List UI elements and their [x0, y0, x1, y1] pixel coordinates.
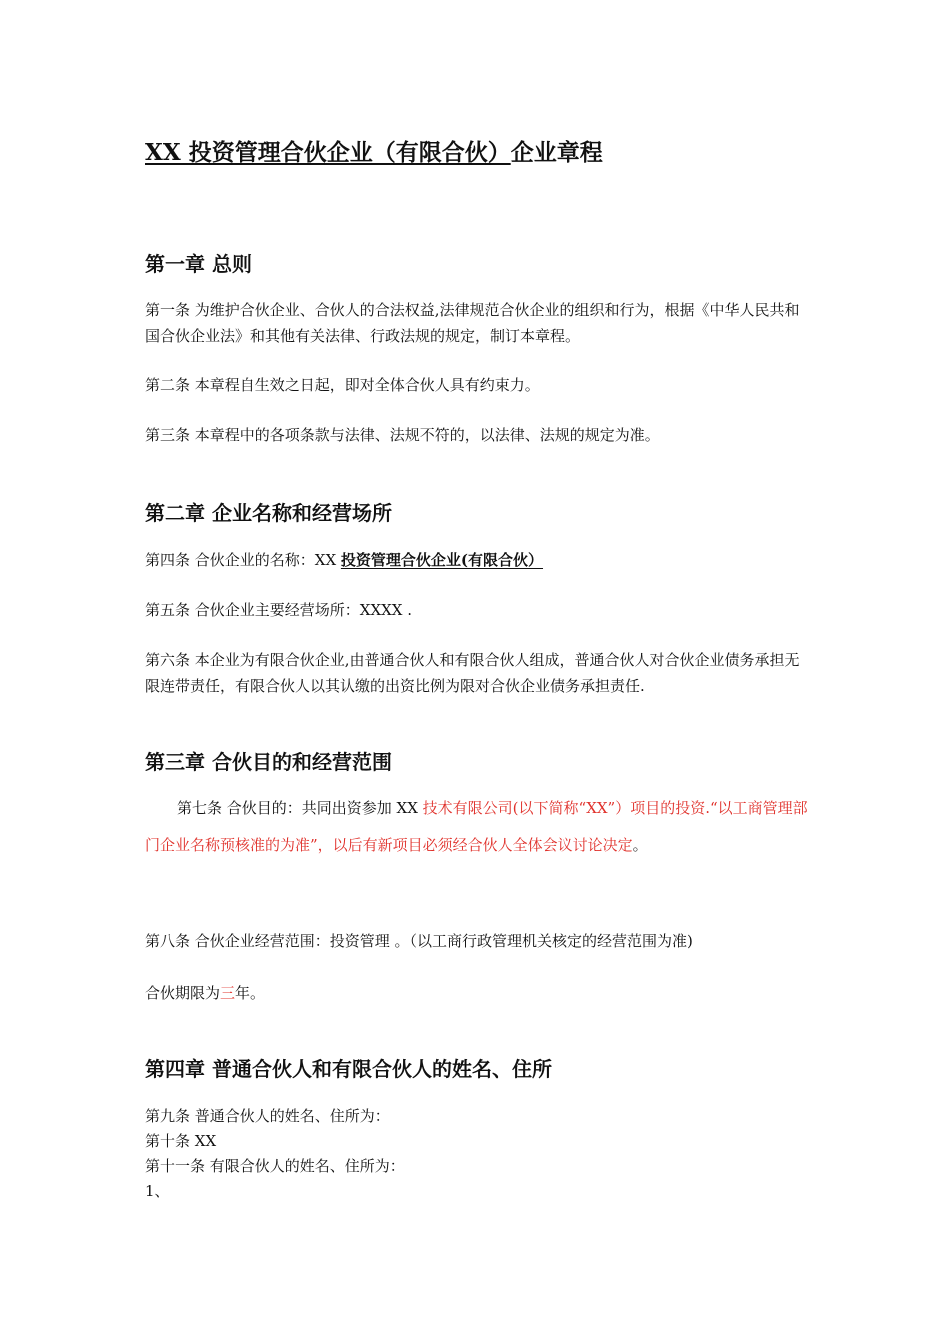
article-7-red-1: 技术有限公司(以下简称“XX”）项目的投资. [422, 799, 710, 817]
list-item-1: 1、 [145, 1182, 170, 1200]
article-7 [145, 790, 810, 864]
title-rest: 企业章程 [510, 139, 603, 166]
article-4 [145, 547, 810, 573]
term-value: 三 [220, 984, 236, 1002]
article-4-prefix: 第四条 合伙企业的名称：XX [145, 551, 341, 569]
partnership-term [145, 980, 810, 1006]
title-underlined: XX 投资管理合伙企业（有限合伙） [145, 139, 511, 166]
article-3: 第三条 本章程中的各项条款与法律、法规不符的，以法律、法规的规定为准。 [145, 426, 660, 444]
article-2: 第二条 本章程自生效之日起，即对全体合伙人具有约束力。 [145, 376, 540, 394]
chapter-2-heading: 第二章 企业名称和经营场所 [145, 501, 392, 525]
article-8: 第八条 合伙企业经营范围：投资管理 。（以工商行政管理机关核定的经营范围为准) [145, 932, 693, 950]
chapter-3-heading: 第三章 合伙目的和经营范围 [145, 750, 392, 774]
chapter-1-heading: 第一章 总则 [145, 252, 252, 276]
document-title [145, 134, 603, 167]
article-7-end: 。 [632, 836, 648, 854]
term-suffix: 年。 [235, 984, 266, 1002]
article-1: 第一条 为维护合伙企业、合伙人的合法权益,法律规范合伙企业的组织和行为，根据《中华人民共和国合伙企业法》和其他有关法律、行政法规的规定，制订本章程。 [145, 301, 800, 345]
article-11: 第十一条 有限合伙人的姓名、住所为： [145, 1157, 405, 1175]
term-prefix: 合伙期限为 [145, 984, 221, 1002]
article-5: 第五条 合伙企业主要经营场所：XXXX . [145, 601, 413, 619]
enterprise-name: 投资管理合伙企业(有限合伙） [340, 551, 544, 569]
article-9: 第九条 普通合伙人的姓名、住所为： [145, 1107, 390, 1125]
article-6: 第六条 本企业为有限合伙企业,由普通合伙人和有限合伙人组成，普通合伙人对合伙企业债务承担无限连带责任，有限合伙人以其认缴的出资比例为限对合伙企业债务承担责任. [145, 651, 800, 695]
article-7-text: 第七条 合伙目的：共同出资参加 XX [177, 799, 423, 817]
article-10: 第十条 XX [145, 1132, 217, 1150]
article-7-red-2: “以工商管理部门企业名称预核准的为准”，以后有新项目必须经合伙人全体会议讨论决定 [145, 799, 808, 854]
chapter-4-heading: 第四章 普通合伙人和有限合伙人的姓名、住所 [145, 1057, 552, 1081]
